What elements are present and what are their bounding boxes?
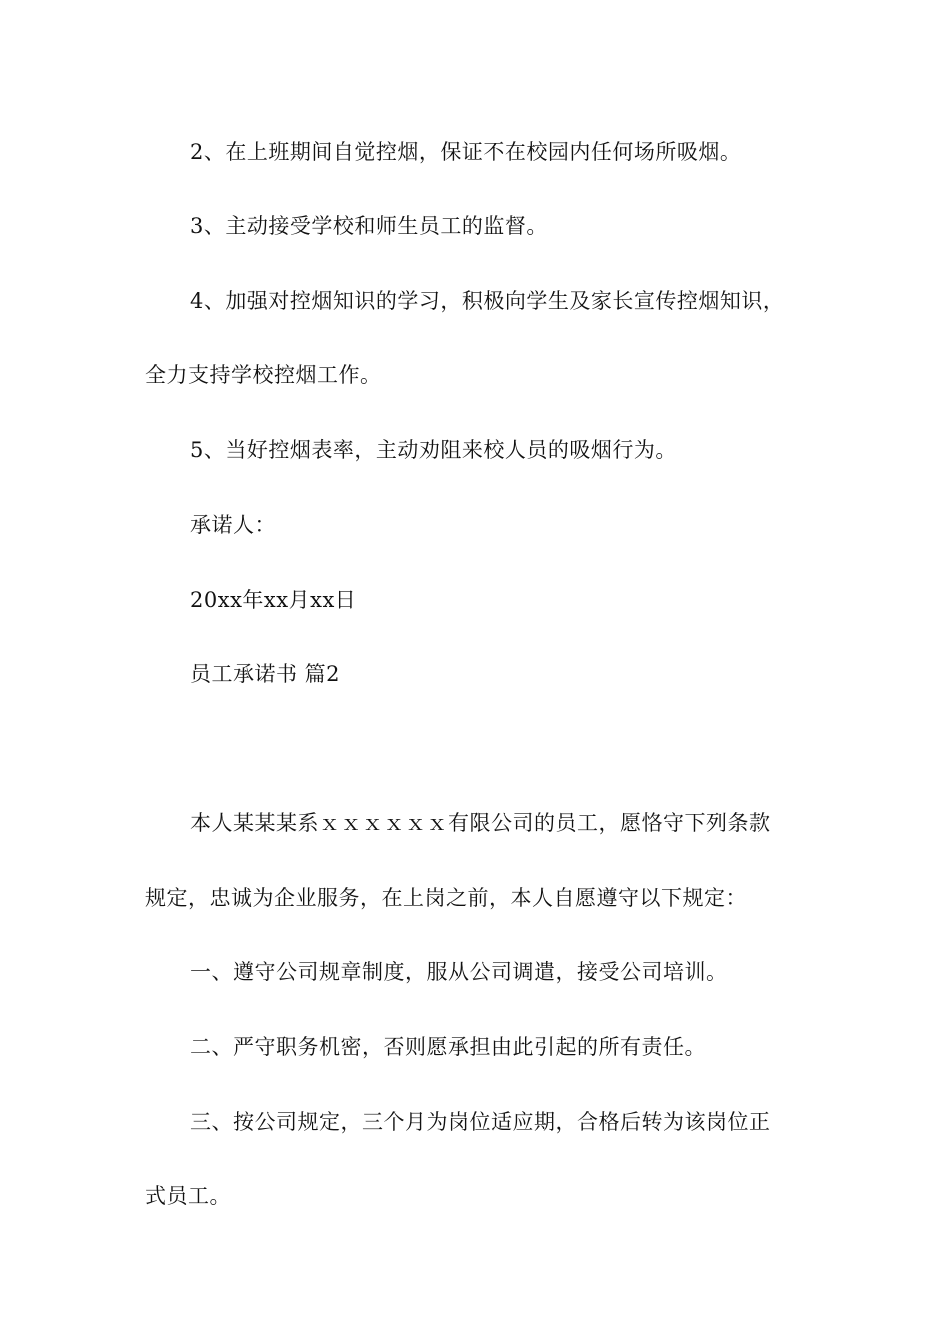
clause-two: 二、严守职务机密，否则愿承担由此引起的所有责任。 — [190, 1035, 706, 1059]
intro-paragraph-continued: 规定，忠诚为企业服务，在上岗之前，本人自愿遵守以下规定： — [145, 886, 747, 910]
paragraph-item-2: 2、在上班期间自觉控烟，保证不在校园内任何场所吸烟。 — [190, 140, 742, 164]
date-line: 20xx年xx月xx日 — [190, 588, 357, 612]
clause-one: 一、遵守公司规章制度，服从公司调遣，接受公司培训。 — [190, 960, 728, 984]
clause-three: 三、按公司规定，三个月为岗位适应期，合格后转为该岗位正 — [190, 1110, 771, 1134]
signatory-label: 承诺人： — [190, 513, 276, 537]
paragraph-item-4: 4、加强对控烟知识的学习，积极向学生及家长宣传控烟知识， — [190, 289, 785, 313]
section-heading: 员工承诺书 篇2 — [190, 662, 341, 686]
paragraph-item-5: 5、当好控烟表率，主动劝阻来校人员的吸烟行为。 — [190, 438, 677, 462]
paragraph-item-4-continued: 全力支持学校控烟工作。 — [145, 363, 382, 387]
clause-three-continued: 式员工。 — [145, 1184, 231, 1208]
paragraph-item-3: 3、主动接受学校和师生员工的监督。 — [190, 214, 548, 238]
intro-paragraph: 本人某某某系ｘｘｘｘｘｘ有限公司的员工，愿恪守下列条款 — [190, 811, 771, 835]
